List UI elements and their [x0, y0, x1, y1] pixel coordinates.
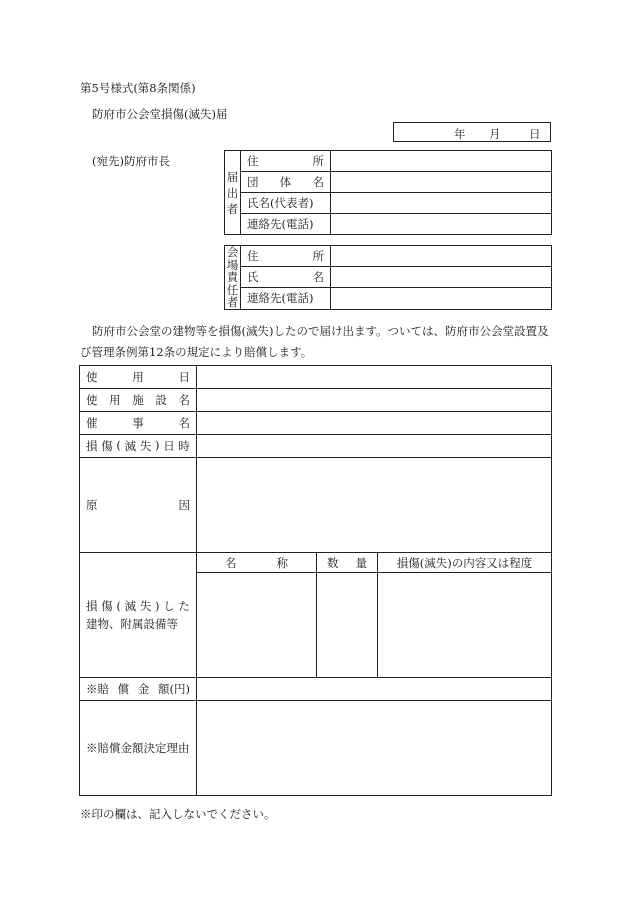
facility-input[interactable]	[197, 389, 552, 412]
responsible-address-input[interactable]	[331, 246, 552, 267]
responsible-phone-label: 連絡先(電話)	[241, 288, 331, 309]
footer-note: ※印の欄は、記入しないでください。	[80, 807, 276, 821]
main-table	[79, 365, 552, 796]
damaged-qty-input[interactable]	[317, 573, 378, 678]
form-title: 防府市公会堂損傷(滅失)届	[92, 107, 228, 121]
applicant-table	[224, 150, 552, 235]
reason-label: ※賠償金額決定理由	[80, 701, 197, 796]
applicant-phone-label: 連絡先(電話)	[241, 214, 331, 235]
responsible-name-label: 氏 名	[241, 267, 331, 288]
day-label: 日	[529, 127, 541, 141]
use-date-label: 使 用 日	[80, 366, 197, 389]
applicant-address-input[interactable]	[331, 151, 552, 172]
responsible-group-label: 会 場 責 任 者	[225, 246, 241, 310]
damaged-detail-input[interactable]	[378, 573, 552, 678]
applicant-group-name-label: 団 体 名	[241, 172, 331, 193]
damage-datetime-label: 損 傷 ( 滅 失 ) 日 時	[80, 435, 197, 458]
amount-input[interactable]	[197, 678, 552, 701]
reason-input[interactable]	[197, 701, 552, 796]
use-date-input[interactable]	[197, 366, 552, 389]
responsible-address-label: 住 所	[241, 246, 331, 267]
addressee: (宛先)防府市長	[92, 154, 170, 168]
applicant-group-name-input[interactable]	[331, 172, 552, 193]
month-label: 月	[489, 127, 501, 141]
statement-text: 防府市公会堂の建物等を損傷(滅失)したので届け出ます。ついては、防府市公会堂設置及び管理条例第12条の規定により賠償します。	[80, 324, 549, 359]
event-label: 催 事 名	[80, 412, 197, 435]
year-label: 年	[454, 127, 466, 141]
cause-label: 原 因	[80, 458, 197, 553]
facility-label: 使 用 施 設 名	[80, 389, 197, 412]
amount-label: ※賠 償 金 額(円)	[80, 678, 197, 701]
responsible-phone-input[interactable]	[331, 288, 552, 309]
applicant-address-label: 住 所	[241, 151, 331, 172]
applicant-group-label: 届 出 者	[225, 151, 241, 235]
event-input[interactable]	[197, 412, 552, 435]
applicant-representative-label: 氏名(代表者)	[241, 193, 331, 214]
col-detail-header: 損傷(滅失)の内容又は程度	[378, 553, 552, 573]
col-name-header: 名 称	[197, 553, 317, 573]
applicant-phone-input[interactable]	[331, 214, 552, 235]
date-field[interactable]	[393, 122, 551, 142]
applicant-representative-input[interactable]	[331, 193, 552, 214]
responsible-name-input[interactable]	[331, 267, 552, 288]
cause-input[interactable]	[197, 458, 552, 553]
damage-datetime-input[interactable]	[197, 435, 552, 458]
form-code: 第5号様式(第8条関係)	[80, 81, 196, 95]
responsible-table	[224, 245, 552, 310]
damaged-items-label: 損 傷 ( 滅 失 ) し た 建物、附属設備等	[80, 553, 197, 678]
col-qty-header: 数 量	[317, 553, 378, 573]
damaged-name-input[interactable]	[197, 573, 317, 678]
